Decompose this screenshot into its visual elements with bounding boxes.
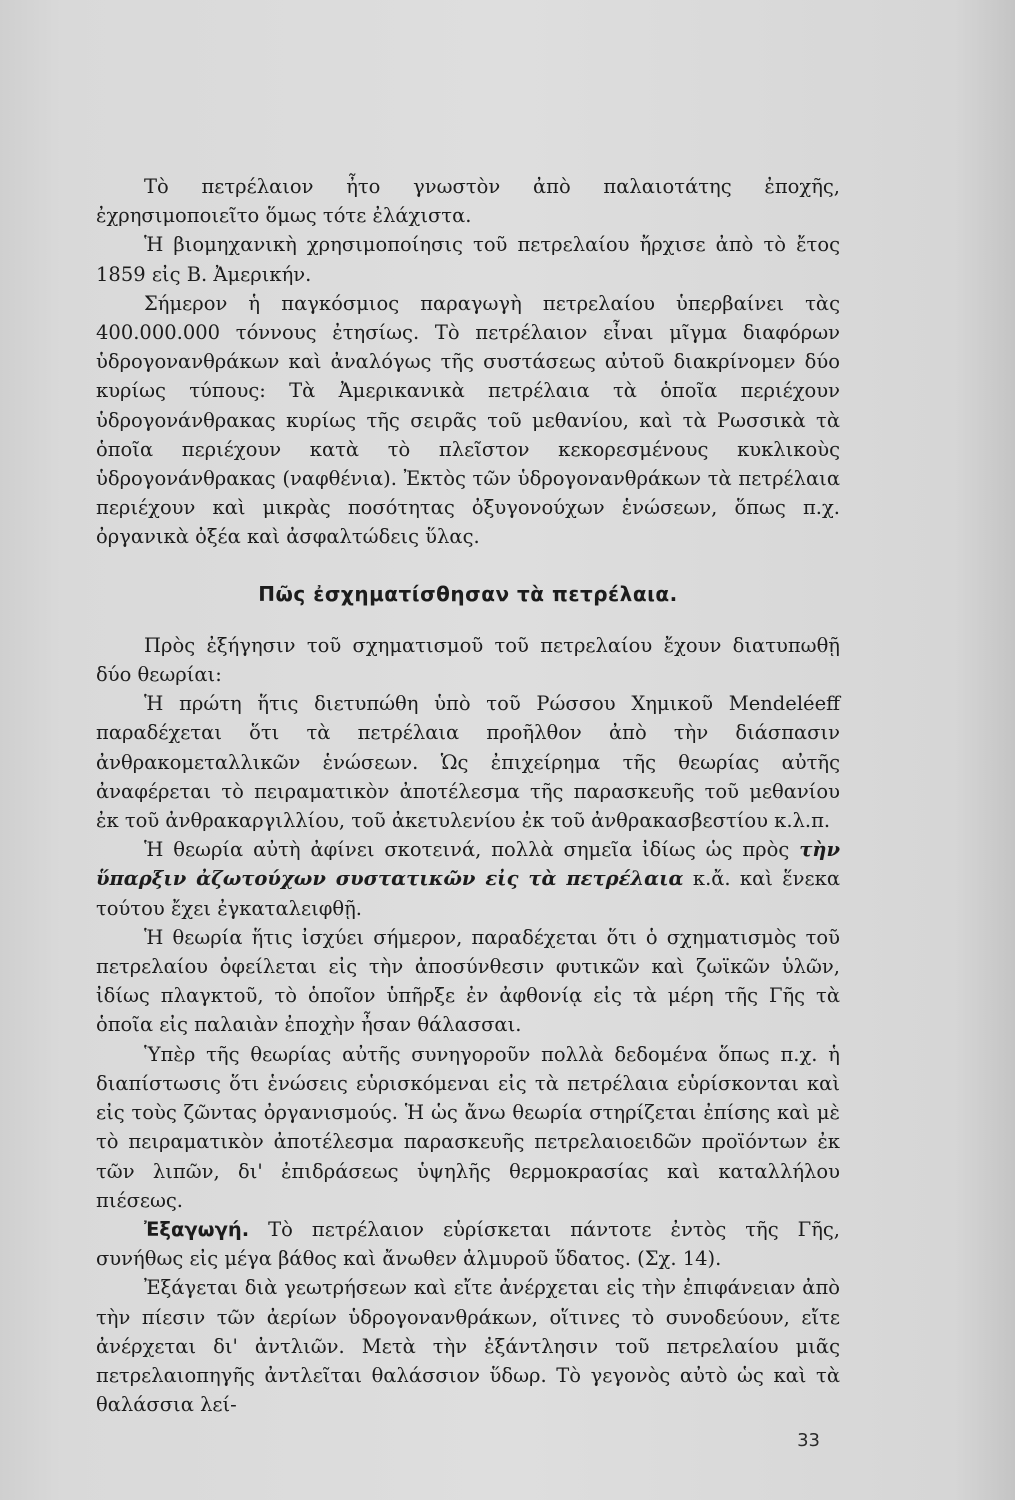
paragraph: [96, 1215, 840, 1273]
emphasis-text: τὴν ὕπαρξιν ἀζωτούχων συστατικῶν εἰς τὰ πετρέλαια: [96, 838, 841, 891]
inline-heading: Ἐξαγωγή.: [144, 1217, 250, 1241]
section-heading: Πῶς ἐσχηματίσθησαν τὰ πετρέλαια.: [258, 581, 678, 606]
paragraph: Ἡ θεωρία ἥτις ἰσχύει σήμερον, παραδέχεται ὅτι ὁ σχηματισμὸς τοῦ πετρελαίου ὀφείλεται εἰς τὴν ἀποσύνθεσιν φυτικῶν καὶ ζωϊκῶν ὑλῶν, ἰδίως πλαγκτοῦ, τὸ ὁποῖον ὑπῆρξε ἐν ἀφθονίᾳ εἰς τὰ μέρη τῆς Γῆς τὰ ὁποῖα εἰς παλαιὰν ἐποχὴν ἦσαν θάλασσαι.: [96, 925, 840, 1037]
body-text: [96, 172, 840, 1419]
paragraph: Πρὸς ἐξήγησιν τοῦ σχηματισμοῦ τοῦ πετρελαίου ἔχουν διατυπωθῇ δύο θεωρίαι:: [96, 633, 840, 687]
paragraph: Τὸ πετρέλαιον ἦτο γνωστὸν ἀπὸ παλαιοτάτης ἐποχῆς, ἐχρησιμοποιεῖτο ὅμως τότε ἐλάχιστα.: [96, 175, 840, 228]
paragraph: Ἡ βιομηχανικὴ χρησιμοποίησις τοῦ πετρελαίου ἤρχισε ἀπὸ τὸ ἔτος 1859 εἰς Β. Ἀμερικήν.: [96, 233, 840, 286]
paragraph: Ἐξάγεται διὰ γεωτρήσεων καὶ εἴτε ἀνέρχεται εἰς τὴν ἐπιφάνειαν ἀπὸ τὴν πίεσιν τῶν ἀερίων ὑδρογονανθράκων, οἵτινες τὸ συνοδεύουν, εἴτε ἀνέρχεται δι' ἀντλιῶν. Μετὰ τὴν ἐξάντλησιν τοῦ πετρελαίου μιᾶς πετρελαιοπηγῆς ἀντλεῖται θαλάσσιον ὕδωρ. Τὸ γεγονὸς αὐτὸ ὡς καὶ τὰ θαλάσσια λεί-: [96, 1276, 840, 1417]
paragraph: Σήμερον ἡ παγκόσμιος παραγωγὴ πετρελαίου ὑπερβαίνει τὰς 400.000.000 τόννους ἐτησίως. Τὸ πετρέλαιον εἶναι μῖγμα διαφόρων ὑδρογονανθράκων καὶ ἀναλόγως τῆς συστάσεως αὐτοῦ διακρίνομεν δύο κυρίως τύπους: Τὰ Ἀμερικανικὰ πετρέλαια τὰ ὁποῖα περιέχουν ὑδρογονάνθρακας κυρίως τῆς σειρᾶς τοῦ μεθανίου, καὶ τὰ Ρωσσικὰ τὰ ὁποῖα περιέχουν κατὰ τὸ πλεῖστον κεκορεσμένους κυκλικοὺς ὑδρογονάνθρακας (ναφθένια). Ἐκτὸς τῶν ὑδρογονανθράκων τὰ πετρέλαια περιέχουν καὶ μικρὰς ποσότητας ὀξυγονούχων ἑνώσεων, ὅπως π.χ. ὀργανικὰ ὀξέα καὶ ἀσφαλτώδεις ὕλας.: [96, 291, 840, 549]
paragraph-text: Ἡ θεωρία αὐτὴ ἀφίνει σκοτεινά, πολλὰ σημεῖα ἰδίως ὡς πρὸς: [144, 838, 790, 862]
page-number: 33: [797, 1430, 820, 1451]
paragraph-text: κ.ἄ. καὶ ἕνεκα τούτου ἔχει ἐγκαταλειφθῇ.: [96, 867, 840, 920]
paragraph: Ἡ πρώτη ἥτις διετυπώθη ὑπὸ τοῦ Ρώσσου Χημικοῦ Mendeléeff παραδέχεται ὅτι τὰ πετρέλαια προῆλθον ἀπὸ τὴν διάσπασιν ἀνθρακομεταλλικῶν ἑνώσεων. Ὡς ἐπιχείρημα τῆς θεωρίας αὐτῆς ἀναφέρεται τὸ πειραματικὸν ἀποτέλεσμα τῆς παρασκευῆς τοῦ μεθανίου ἐκ τοῦ ἀνθρακαργιλλίου, τοῦ ἀκετυλενίου ἐκ τοῦ ἀνθρακασβεστίου κ.λ.π.: [96, 692, 840, 833]
paragraph-text: Τὸ πετρέλαιον εὑρίσκεται πάντοτε ἐντὸς τῆς Γῆς, συνήθως εἰς μέγα βάθος καὶ ἄνωθεν ἁλμυροῦ ὕδατος. (Σχ. 14).: [96, 1217, 841, 1271]
paragraph: Ὑπὲρ τῆς θεωρίας αὐτῆς συνηγοροῦν πολλὰ δεδομένα ὅπως π.χ. ἡ διαπίστωσις ὅτι ἑνώσεις εὑρισκόμεναι εἰς τὰ πετρέλαια εὑρίσκονται καὶ εἰς τοὺς ζῶντας ὀργανισμούς. Ἡ ὡς ἄνω θεωρία στηρίζεται ἐπίσης καὶ μὲ τὸ πειραματικὸν ἀποτέλεσμα παρασκευῆς πετρελαιοειδῶν προϊόντων ἐκ τῶν λιπῶν, δι' ἐπιδράσεως ὑψηλῆς θερμοκρασίας καὶ καταλλήλου πιέσεως.: [96, 1042, 840, 1212]
paragraph: [96, 835, 840, 923]
